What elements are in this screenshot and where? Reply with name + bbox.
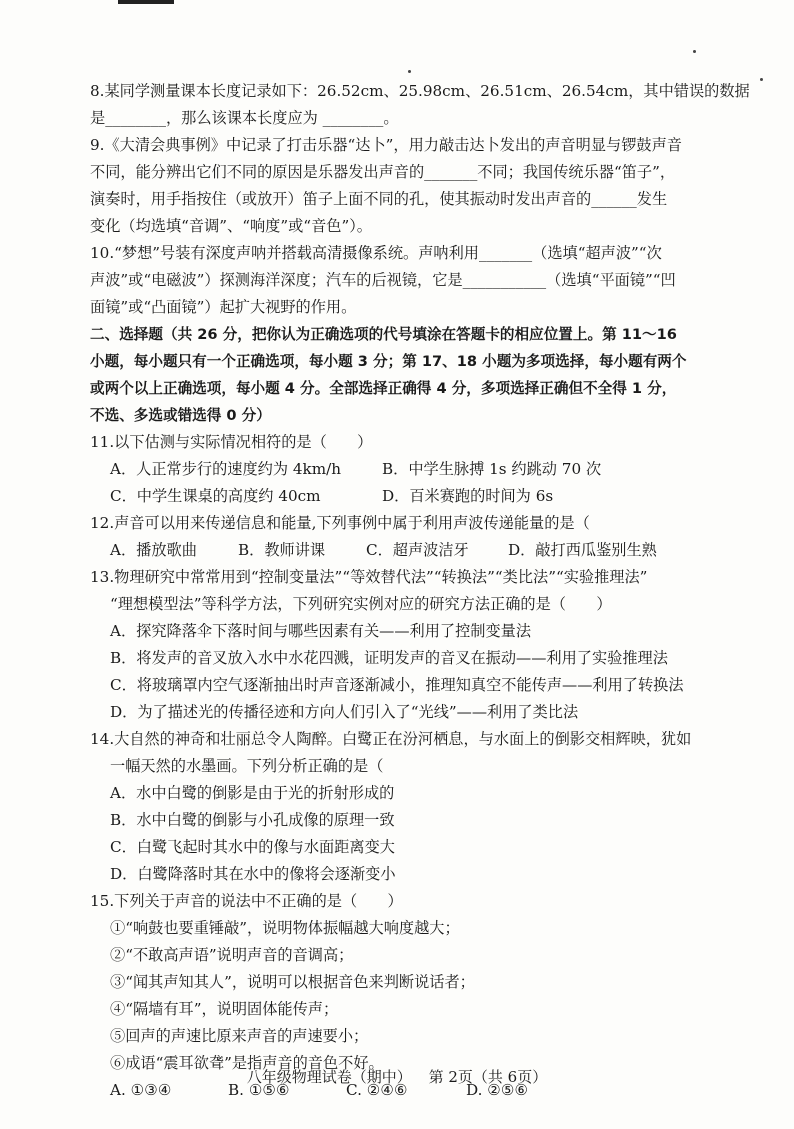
section-2-line-1: 二、选择题（共 26 分，把你认为正确选项的代号填涂在答题卡的相应位置上。第 11～16 (90, 326, 677, 343)
scan-speck (408, 70, 411, 73)
q15-statement-5: ⑤回声的声速比原来声音的声速要小； (110, 1027, 369, 1045)
scan-speck (693, 50, 696, 53)
q15-option-b[interactable]: B. ①⑤⑥ (228, 1081, 290, 1099)
q12-option-b[interactable]: B．教师讲课 (238, 541, 326, 559)
q8-line-1: 8.某同学测量课本长度记录如下：26.52cm、25.98cm、26.51cm、26.54cm，其中错误的数据 (90, 82, 750, 100)
q14-option-a[interactable]: A．水中白鹭的倒影是由于光的折射形成的 (110, 784, 395, 802)
q15-statement-4: ④“隔墙有耳”，说明固体能传声； (110, 1000, 339, 1018)
q12-stem: 12.声音可以用来传递信息和能量,下列事例中属于利用声波传递能量的是（ (90, 514, 590, 532)
q11-option-d[interactable]: D．百米赛跑的时间为 6s (382, 487, 554, 505)
q14-option-b[interactable]: B．水中白鹭的倒影与小孔成像的原理一致 (110, 811, 395, 829)
q15-statement-2: ②“不敢高声语”说明声音的音调高； (110, 946, 354, 964)
q11-options-row-1 (90, 456, 735, 483)
q13-option-d[interactable]: D．为了描述光的传播径迹和方向人们引入了“光线”——利用了类比法 (110, 703, 579, 721)
q15-option-c[interactable]: C. ②④⑥ (346, 1081, 408, 1099)
q11-options-row-2 (90, 483, 735, 510)
exam-title: 八年级物理试卷（期中） (246, 1068, 412, 1086)
q10-line-2: 声波”或“电磁波”）探测海洋深度；汽车的后视镜，它是___________（选填“平面镜”“凹 (90, 271, 676, 289)
section-2-line-3: 或两个以上正确选项，每小题 4 分。全部选择正确得 4 分，多项选择正确但不全得 1 分， (90, 380, 677, 397)
page-number: 第 2页（共 6页） (428, 1068, 548, 1086)
q9-line-3: 演奏时，用手指按住（或放开）笛子上面不同的孔，使其振动时发出声音的______发生 (90, 190, 668, 208)
q12-options (90, 537, 735, 564)
q12-option-a[interactable]: A．播放歌曲 (110, 541, 197, 559)
q10-line-3: 面镜”或“凸面镜”）起扩大视野的作用。 (90, 298, 357, 316)
q11-option-b[interactable]: B．中学生脉搏 1s 约跳动 70 次 (382, 460, 602, 478)
scan-speck (760, 78, 763, 81)
q10-line-1: 10.“梦想”号装有深度声呐并搭载高清摄像系统。声呐利用_______（选填“超声波”“次 (90, 244, 662, 262)
q14-stem-2: 一幅天然的水墨画。下列分析正确的是（ (110, 757, 384, 775)
q11-option-c[interactable]: C．中学生课桌的高度约 40cm (110, 487, 321, 505)
q9-line-4: 变化（均选填“音调”、“响度”或“音色”）。 (90, 217, 372, 235)
q15-statement-6: ⑥成语“震耳欲聋”是指声音的音色不好。 (110, 1054, 384, 1072)
section-2-line-2: 小题，每小题只有一个正确选项，每小题 3 分；第 17、18 小题为多项选择，每小题有两个 (90, 353, 687, 370)
q8-line-2: 是________，那么该课本长度应为 ________。 (90, 109, 399, 127)
q11-stem: 11.以下估测与实际情况相符的是（ ） (90, 433, 373, 451)
q9-line-2: 不同，能分辨出它们不同的原因是乐器发出声音的_______不同；我国传统乐器“笛子”， (90, 163, 676, 181)
section-2-line-4: 不选、多选或错选得 0 分） (90, 407, 271, 424)
q9-line-1: 9.《大清会典事例》中记录了打击乐器“达卜”，用力敲击达卜发出的声音明显与锣鼓声音 (90, 136, 682, 154)
q11-option-a[interactable]: A．人正常步行的速度约为 4km/h (110, 460, 342, 478)
q13-option-c[interactable]: C．将玻璃罩内空气逐渐抽出时声音逐渐减小，推理知真空不能传声——利用了转换法 (110, 676, 684, 694)
question-content (90, 78, 750, 1104)
q13-stem-1: 13.物理研究中常常用到“控制变量法”“等效替代法”“转换法”“类比法”“实验推理法” (90, 568, 648, 586)
q14-stem-1: 14.大自然的神奇和壮丽总令人陶醉。白鹭正在汾河栖息，与水面上的倒影交相辉映，犹如 (90, 730, 692, 748)
q15-option-d[interactable]: D. ②⑤⑥ (466, 1081, 529, 1099)
q15-option-a[interactable]: A. ①③④ (110, 1081, 172, 1099)
q15-statement-3: ③“闻其声知其人”，说明可以根据音色来判断说话者； (110, 973, 475, 991)
q14-option-c[interactable]: C．白鹭飞起时其水中的像与水面距离变大 (110, 838, 395, 856)
q12-option-d[interactable]: D．敲打西瓜鉴别生熟 (508, 541, 657, 559)
q14-option-d[interactable]: D．白鹭降落时其在水中的像将会逐渐变小 (110, 865, 396, 883)
top-edge-mark (118, 0, 174, 4)
q13-option-a[interactable]: A．探究降落伞下落时间与哪些因素有关——利用了控制变量法 (110, 622, 532, 640)
q13-stem-2: “理想模型法”等科学方法，下列研究实例对应的研究方法正确的是（ ） (110, 595, 612, 613)
page-footer (0, 1066, 794, 1087)
q13-option-b[interactable]: B．将发声的音叉放入水中水花四溅，证明发声的音叉在振动——利用了实验推理法 (110, 649, 668, 667)
q15-statement-1: ①“响鼓也要重锤敲”，说明物体振幅越大响度越大； (110, 919, 460, 937)
q15-stem: 15.下列关于声音的说法中不正确的是（ ） (90, 892, 403, 910)
q12-option-c[interactable]: C．超声波洁牙 (366, 541, 469, 559)
